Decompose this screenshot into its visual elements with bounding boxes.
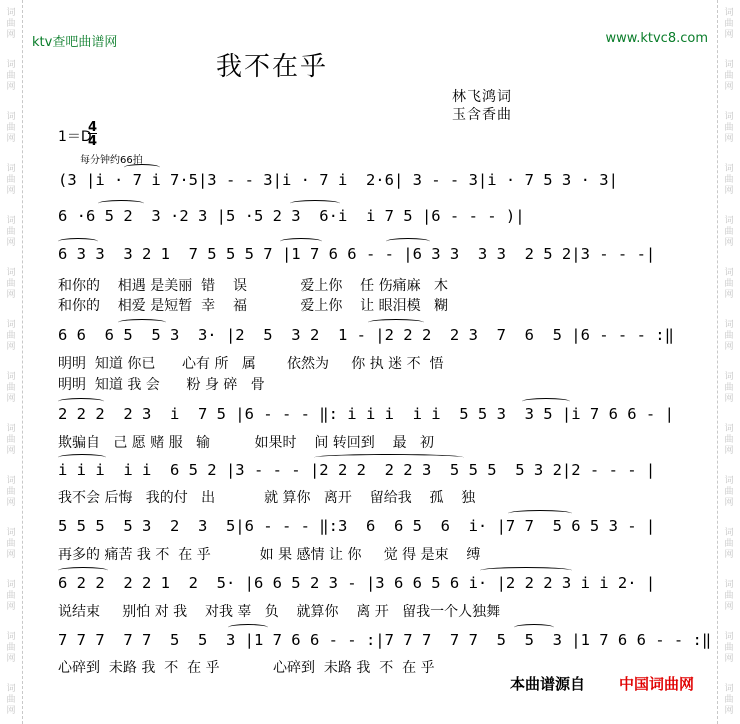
source-site-link[interactable]: 中国词曲网: [619, 675, 695, 693]
slur-mark: [290, 200, 340, 207]
slur-mark: [522, 398, 570, 405]
watermark-text: 词 曲 网: [6, 632, 16, 664]
watermark-text: 词 曲 网: [6, 268, 16, 300]
slur-mark: [508, 510, 572, 517]
lyric-line-6: 我不会 后悔 我的付 出 就 算你 离开 留给我 孤 独: [58, 490, 476, 506]
notation-line-8: 6 2 2 2 2 1 2 5· |6 6 5 2 3 - |3 6 6 5 6 i· |2 2 2 3 i i 2· |: [58, 574, 656, 592]
watermark-text: 词 曲 网: [6, 8, 16, 40]
notation-line-6: i i i i i 6 5 2 |3 - - - |2 2 2 2 2 3 5 5 5 5 3 2|2 - - - |: [58, 461, 656, 479]
watermark-text: 词 曲 网: [724, 372, 734, 404]
watermark-text: 词 曲 网: [6, 216, 16, 248]
notation-line-2: 6 ·6 5 2 3 ·2 3 |5 ·5 2 3 6·i i 7 5 |6 - - - )|: [58, 207, 525, 225]
right-watermark-strip: [717, 0, 740, 724]
watermark-text: 词 曲 网: [724, 476, 734, 508]
lyric-line-4b: 明明 知道 我 会 粉 身 碎 骨: [58, 377, 265, 393]
key-signature: 1＝D: [58, 129, 92, 145]
watermark-text: 词 曲 网: [6, 164, 16, 196]
lyric-line-8: 说结束 别怕 对 我 对我 辜 负 就算你 离 开 留我一个人独舞: [58, 604, 501, 620]
lyric-line-3a: 和你的 相遇 是美丽 错 误 爱上你 任 伤痛麻 木: [58, 278, 448, 294]
slur-mark: [98, 200, 144, 207]
notation-line-5: 2 2 2 2 3 i 7 5 |6 - - - ‖: i i i i i 5 5 3 3 5 |i 7 6 6 - |: [58, 405, 674, 423]
watermark-text: 词 曲 网: [724, 528, 734, 560]
notation-line-4: 6 6 6 5 5 3 3· |2 5 3 2 1 - |2 2 2 2 3 7 6 5 |6 - - - :‖: [58, 326, 674, 344]
slur-mark: [58, 454, 106, 461]
slur-mark: [124, 164, 160, 171]
notation-line-3: 6 3 3 3 2 1 7 5 5 5 7 |1 7 6 6 - - |6 3 3 3 3 2 5 2|3 - - -|: [58, 245, 656, 263]
watermark-text: 词 曲 网: [724, 112, 734, 144]
slur-mark: [368, 319, 424, 326]
watermark-text: 词 曲 网: [724, 424, 734, 456]
tempo-marking: 每分钟约66拍: [80, 155, 143, 166]
notation-line-9: 7 7 7 7 7 5 5 3 |1 7 6 6 - - :|7 7 7 7 7 5 5 3 |1 7 6 6 - - :‖: [58, 631, 712, 649]
watermark-text: 词 曲 网: [724, 320, 734, 352]
watermark-text: 词 曲 网: [6, 320, 16, 352]
slur-mark: [118, 319, 166, 326]
lyric-line-9: 心碎到 未路 我 不 在 乎 心碎到 未路 我 不 在 乎: [58, 660, 435, 676]
time-signature-top: 4: [88, 120, 98, 135]
slur-mark: [58, 238, 98, 245]
lyric-line-4a: 明明 知道 你已 心有 所 属 依然为 你 执 迷 不 悟: [58, 356, 444, 372]
watermark-text: 词 曲 网: [6, 424, 16, 456]
watermark-text: 词 曲 网: [724, 164, 734, 196]
watermark-text: 词 曲 网: [724, 60, 734, 92]
watermark-text: 词 曲 网: [6, 476, 16, 508]
time-signature-bottom: 4: [88, 134, 98, 149]
watermark-text: 词 曲 网: [6, 372, 16, 404]
song-title: 我不在乎: [216, 52, 329, 82]
slur-mark: [58, 398, 104, 405]
watermark-text: 词 曲 网: [724, 632, 734, 664]
watermark-text: 词 曲 网: [6, 60, 16, 92]
slur-mark: [280, 238, 322, 245]
watermark-text: 词 曲 网: [724, 216, 734, 248]
slur-mark: [480, 567, 572, 574]
lyricist-credit: 林飞鸿词: [452, 89, 512, 105]
left-watermark-strip: [0, 0, 23, 724]
watermark-text: 词 曲 网: [6, 528, 16, 560]
watermark-text: 词 曲 网: [724, 684, 734, 716]
watermark-text: 词 曲 网: [6, 684, 16, 716]
lyric-line-3b: 和你的 相爱 是短暂 幸 福 爱上你 让 眼泪模 糊: [58, 298, 448, 314]
slur-mark: [58, 567, 108, 574]
composer-credit: 玉含香曲: [452, 107, 512, 123]
slur-mark: [386, 238, 430, 245]
slur-mark: [228, 624, 268, 631]
slur-mark: [314, 454, 464, 461]
watermark-text: 词 曲 网: [724, 8, 734, 40]
notation-line-1: (3 |i · 7 i 7·5|3 - - 3|i · 7 i 2·6| 3 - - 3|i · 7 5 3 · 3|: [58, 171, 618, 189]
site-url-right[interactable]: www.ktvc8.com: [605, 31, 708, 46]
source-label: 本曲谱源自: [510, 675, 586, 693]
watermark-text: 词 曲 网: [724, 268, 734, 300]
lyric-line-7: 再多的 痛苦 我 不 在 乎 如 果 感情 让 你 觉 得 是束 缚: [58, 547, 481, 563]
notation-line-7: 5 5 5 5 3 2 3 5|6 - - - ‖:3 6 6 5 6 i· |7 7 5 6 5 3 - |: [58, 517, 656, 535]
slur-mark: [514, 624, 554, 631]
watermark-text: 词 曲 网: [6, 580, 16, 612]
lyric-line-5: 欺骗自 己 愿 赌 服 输 如果时 间 转回到 最 初: [58, 435, 434, 451]
watermark-text: 词 曲 网: [6, 112, 16, 144]
watermark-text: 词 曲 网: [724, 580, 734, 612]
site-name-left[interactable]: ktv查吧曲谱网: [32, 35, 118, 50]
